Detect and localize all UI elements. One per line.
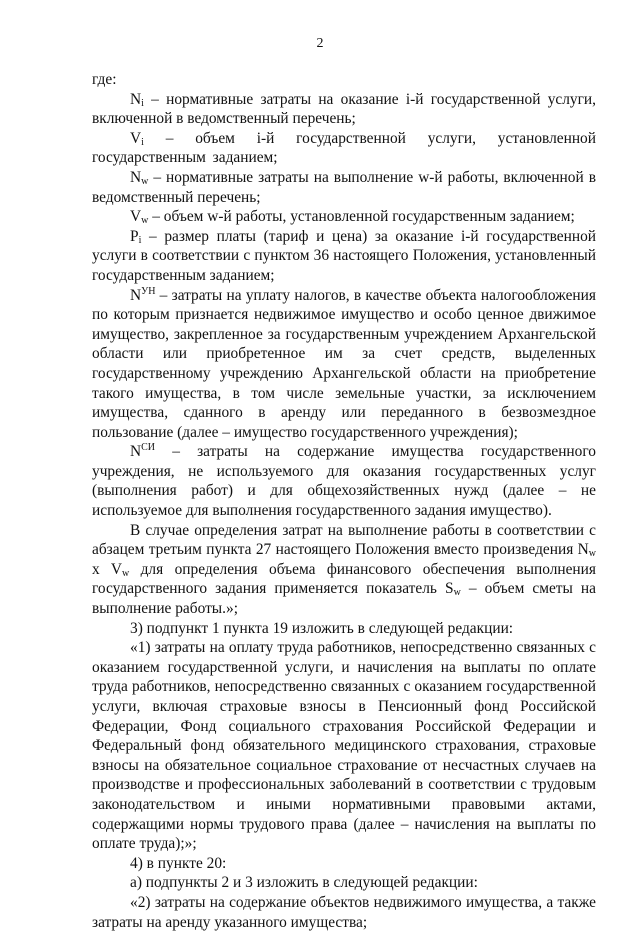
- definition-n-i: $N_i$ – нормативные затраты на оказание i-й государственной услуги, включенной в ведомственный перечень;: [92, 90, 596, 128]
- case-paragraph: В случае определения затрат на выполнение работы в соответствии с абзацем третьим пункта 27 настоящего Положения вместо произведения $N_w$ x $V_w$ для определения объема финансового обеспечения выполнения государственного задания применяется показатель $S_w$ – объем сметы на выполнение работы.»;: [92, 521, 597, 618]
- definition-v-i: $V_i$ – объем i-й государственной услуги, установленной государственным заданием;: [92, 129, 596, 167]
- item-4a-text: «2) затраты на содержание объектов недвижимого имущества, а также затраты на аренду указанного имущества;: [92, 893, 596, 931]
- definition-n-si: $N^{СИ}$ – затраты на содержание имущества государственного учреждения, не используемого для оказания государственных услуг (выполнения работ) и для общехозяйственных нужд (далее – не используемое для выполнения государственного задания имущество).: [92, 442, 596, 520]
- definition-v-w: $V_w$ – объем w-й работы, установленной государственным заданием;: [130, 208, 575, 227]
- item-3-text: «1) затраты на оплату труда работников, непосредственно связанных с оказанием государственной услуги, и начисления на выплаты по оплате труда работников, непосредственно связанных с оказанием государственной услуги, включая страховые взносы в Пенсионный фонд Российской Федерации, Фонд социального страхования Российской Федерации и Федеральный фонд обязательного медицинского страхования, страховые взносы на обязательное социальное страхование от несчастных случаев на производстве и профессиональных заболеваний в соответствии с трудовым законодательством и иными нормативными правовыми актами, содержащими нормы трудового права (далее – начисления на выплаты по оплате труда);»;: [92, 639, 596, 853]
- item-4a-heading: а) подпункты 2 и 3 изложить в следующей редакции:: [130, 874, 478, 892]
- definition-p-i: $P_i$ – размер платы (тариф и цена) за оказание i-й государственной услуги в соответствии с пунктом 36 настоящего Положения, установленный государственным заданием;: [92, 227, 596, 284]
- item-4-heading: 4) в пункте 20:: [130, 854, 227, 872]
- item-3-heading: 3) подпункт 1 пункта 19 изложить в следующей редакции:: [130, 619, 514, 637]
- page-number: 2: [316, 36, 324, 51]
- where-label: где:: [92, 71, 117, 88]
- definition-n-w: $N_w$ – нормативные затраты на выполнение w-й работы, включенной в ведомственный перечень;: [92, 168, 596, 206]
- document-body: [92, 70, 596, 932]
- definition-n-un: $N^{УН}$ – затраты на уплату налогов, в качестве объекта налогообложения по которым признается недвижимое имущество и особо ценное движимое имущество, закрепленное за государственным учреждением Архангельской области или приобретенное им за счет средств, выделенных государственному учреждению Архангельской области на приобретение такого имущества, в том числе земельные участки, за исключением имущества, сданного в аренду или переданного в безвозмездное пользование (далее – имущество государственного учреждения);: [92, 285, 596, 441]
